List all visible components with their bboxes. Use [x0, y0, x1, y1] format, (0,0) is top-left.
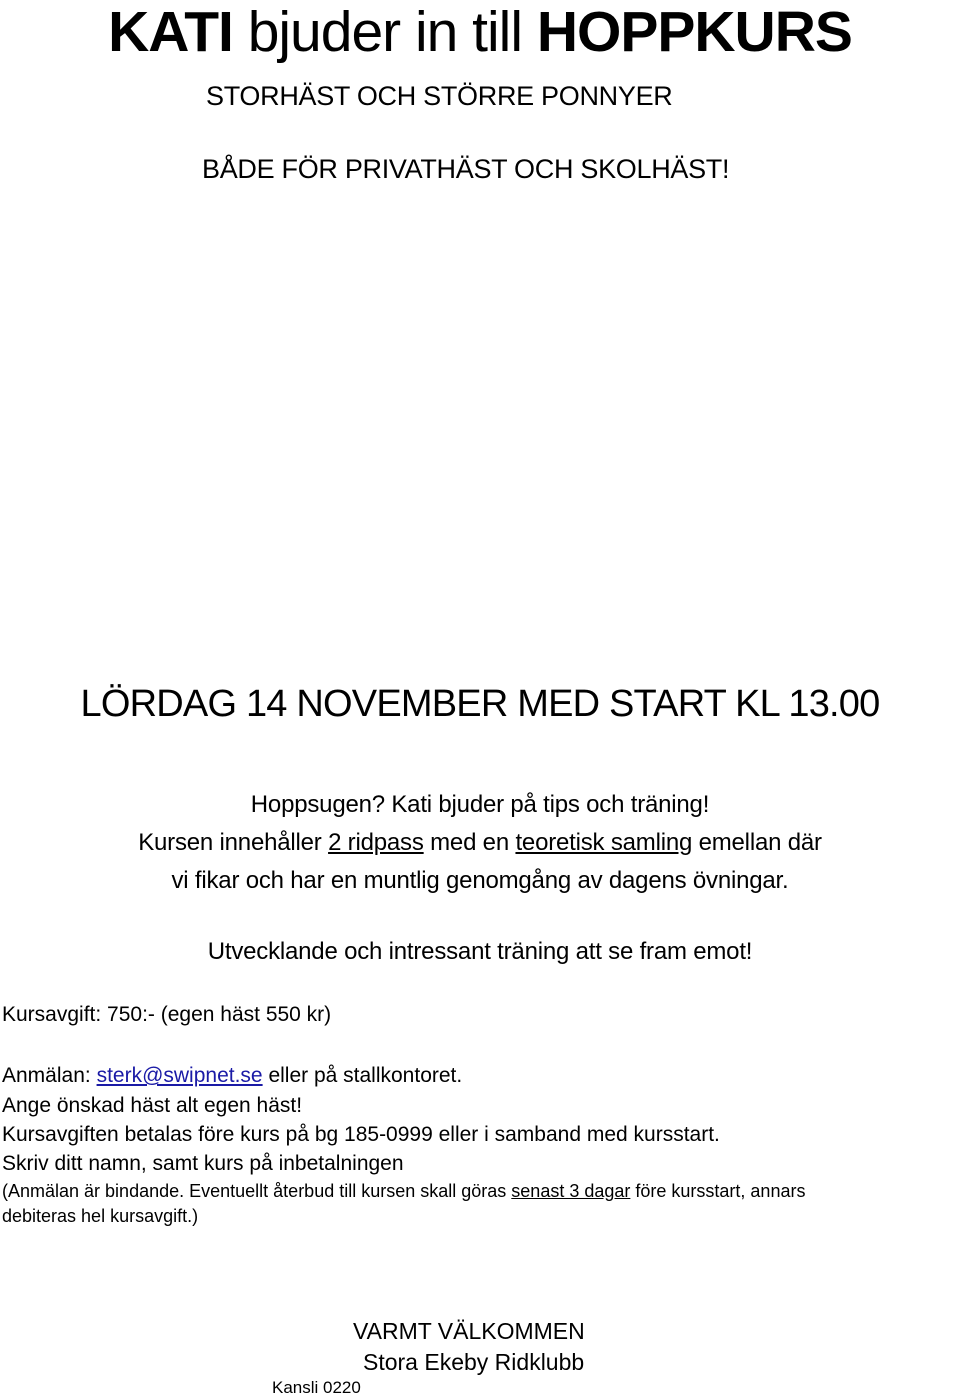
- binding-notice-line-2: debiteras hel kursavgift.): [2, 1206, 199, 1226]
- subtitle-private-school: BÅDE FÖR PRIVATHÄST OCH SKOLHÄST!: [202, 154, 730, 184]
- tagline: Utvecklande och intressant träning att se fram emot!: [207, 938, 753, 965]
- poster-title: [0, 2, 960, 62]
- instruction-payment: Kursavgiften betalas före kurs på bg 185-0999 eller i samband med kursstart.: [2, 1123, 720, 1146]
- registration-line: [2, 1063, 462, 1089]
- notice-deadline: senast 3 dagar: [511, 1181, 631, 1201]
- registration-rest: eller på stallkontoret.: [262, 1064, 463, 1087]
- instruction-horse: Ange önskad häst alt egen häst!: [2, 1094, 303, 1117]
- ridpass-text: 2 ridpass: [328, 829, 424, 856]
- title-name: KATI: [108, 0, 233, 64]
- club-name: Stora Ekeby Ridklubb: [363, 1349, 585, 1375]
- office-phone: Kansli 0220: [272, 1378, 361, 1397]
- registration-label: Anmälan:: [2, 1064, 97, 1087]
- welcome-text: VARMT VÄLKOMMEN: [353, 1318, 585, 1344]
- title-event: HOPPKURS: [536, 0, 852, 64]
- binding-notice-line-1: (Anmälan är bindande. Eventuellt återbud till kursen skall göras senast 3 dagar före kursstart, annars: [2, 1181, 806, 1201]
- description-line-1: Hoppsugen? Kati bjuder på tips och träning!: [250, 791, 710, 818]
- instruction-name: Skriv ditt namn, samt kurs på inbetalningen: [2, 1152, 404, 1175]
- description-line-2: Kursen innehåller 2 ridpass med en teoretisk samling emellan där: [138, 829, 822, 856]
- theory-session-text: teoretisk samling: [515, 829, 693, 856]
- description-line-3: vi fikar och har en muntlig genomgång av dagens övningar.: [171, 867, 789, 894]
- course-fee: Kursavgift: 750:- (egen häst 550 kr): [2, 1003, 332, 1026]
- course-date: LÖRDAG 14 NOVEMBER MED START KL 13.00: [80, 683, 880, 725]
- registration-email-link[interactable]: sterk@swipnet.se: [96, 1064, 263, 1087]
- title-middle: bjuder in till: [232, 0, 537, 64]
- subtitle-horses: STORHÄST OCH STÖRRE PONNYER: [206, 81, 673, 111]
